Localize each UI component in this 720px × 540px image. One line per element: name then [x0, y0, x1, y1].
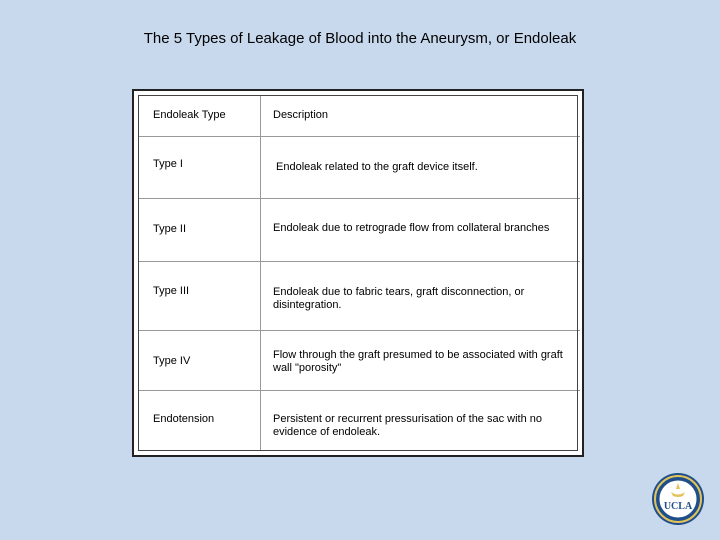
- row-type: Endotension: [153, 413, 215, 425]
- ucla-seal-logo: [651, 472, 705, 526]
- header-description: Description: [273, 109, 329, 121]
- row-description: Endoleak due to retrograde flow from collateral branches: [273, 222, 550, 234]
- table-row: [138, 137, 580, 199]
- table-header-row: [138, 95, 580, 137]
- slide-title: The 5 Types of Leakage of Blood into the Aneurysm, or Endoleak: [143, 30, 577, 47]
- table-row: [138, 331, 580, 391]
- table-row: [138, 391, 580, 451]
- row-type: Type IV: [153, 355, 191, 367]
- row-type: Type III: [153, 285, 190, 297]
- row-type: Type I: [153, 158, 183, 170]
- table-row: [138, 262, 580, 331]
- logo-text: UCLA: [663, 501, 693, 512]
- row-description: Endoleak due to fabric tears, graft disconnection, or disintegration.: [273, 286, 525, 311]
- endoleak-table: [132, 89, 584, 457]
- row-description: Persistent or recurrent pressurisation of the sac with no evidence of endoleak.: [273, 413, 543, 438]
- table-row: [138, 199, 580, 262]
- row-description: Flow through the graft presumed to be associated with graft wall "porosity": [273, 349, 563, 374]
- row-type: Type II: [153, 223, 187, 235]
- row-description: Endoleak related to the graft device itself.: [276, 161, 478, 173]
- header-endoleak-type: Endoleak Type: [153, 109, 226, 121]
